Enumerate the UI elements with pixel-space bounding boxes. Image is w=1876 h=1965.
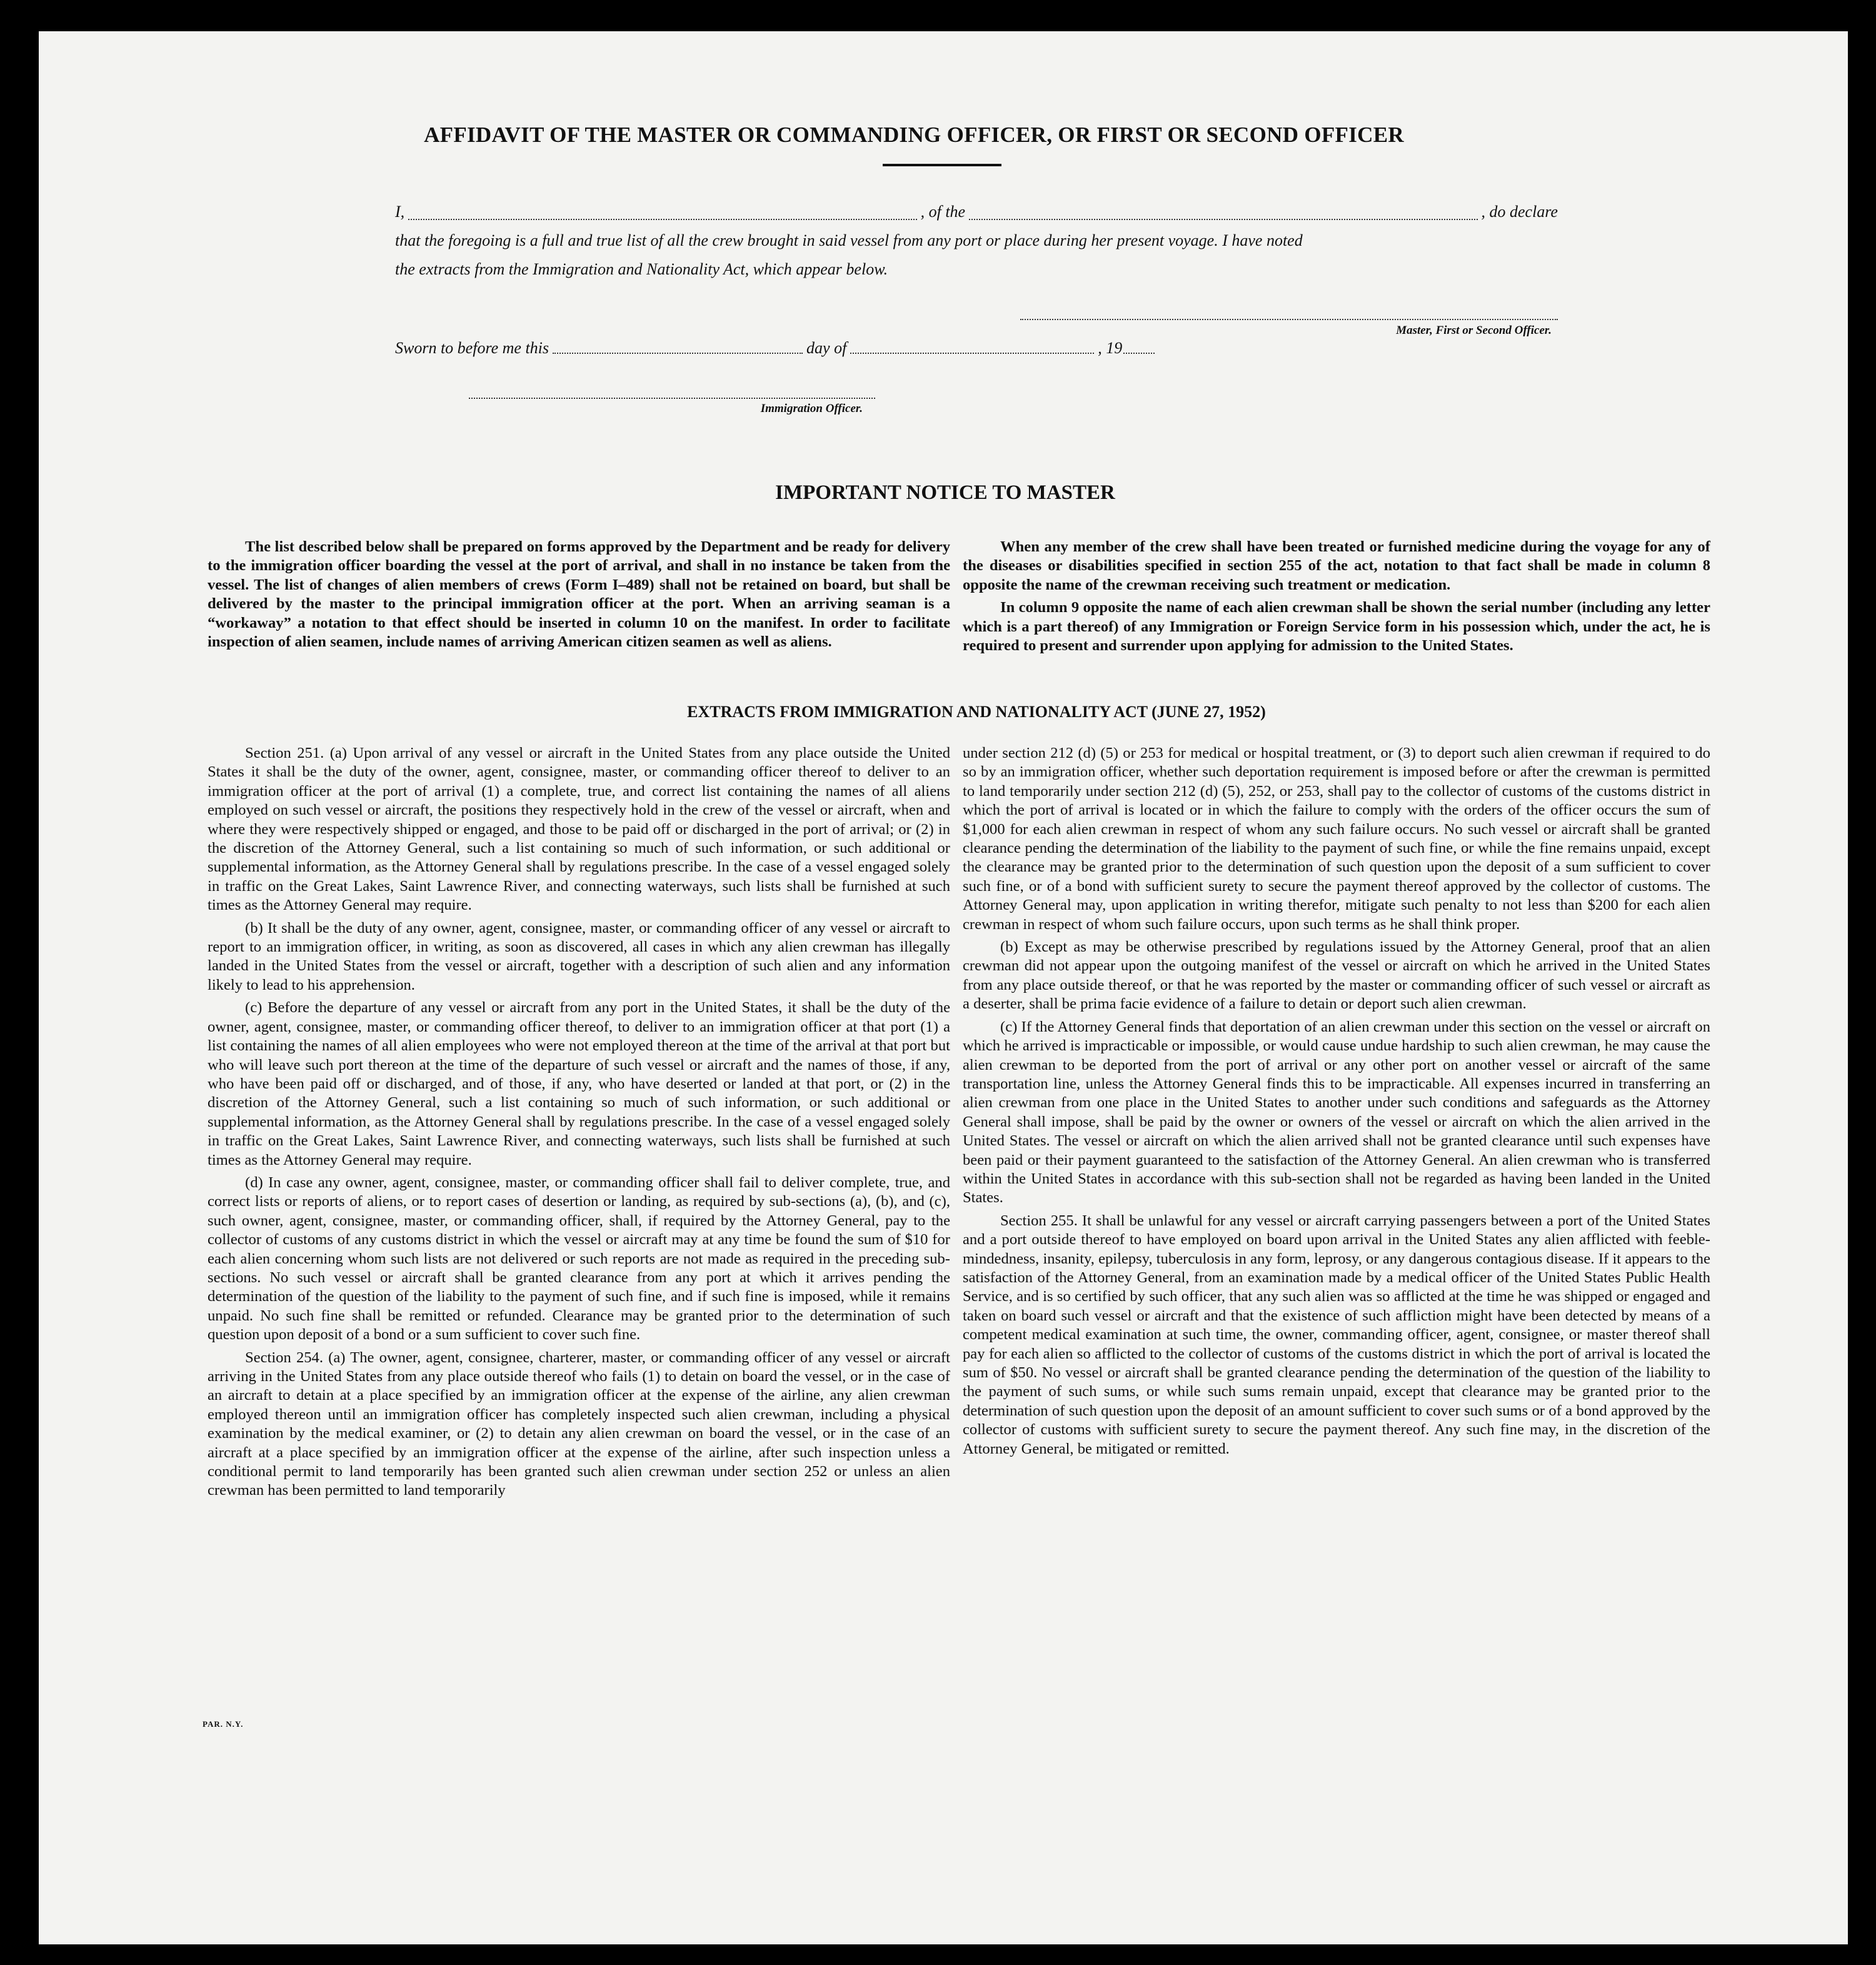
printer-mark: PAR. N.Y. [203,1719,244,1729]
declaration-i: I, [395,203,405,221]
master-signature-caption: Master, First or Second Officer. [1396,324,1552,337]
extracts-heading: EXTRACTS FROM IMMIGRATION AND NATIONALITY ACT (JUNE 27, 1952) [687,703,1266,721]
notice-right-column [963,538,1710,655]
notice-right-paragraph-1: When any member of the crew shall have been treated or furnished medicine during the voyage for any of the diseases or disabilities specified in section 255 of the act, notation to that fact shall be made in column 8 opposite the name of the crewman receiving such treatment or medication. [963,538,1710,593]
section-254-b: (b) Except as may be otherwise prescribed by regulations issued by the Attorney General, proof that an alien crewman did not appear upon the outgoing manifest of the vessel or aircraft on which he arrived in the United States from any place outside thereof, or that he was reported by the master or commanding officer of such vessel or aircraft as a deserter, shall be prima facie evidence of a failure to detain or deport such alien crewman. [963,938,1710,1013]
sworn-month-blank[interactable] [850,339,1094,354]
sworn-label: Sworn to before me this [395,339,549,357]
notice-heading: IMPORTANT NOTICE TO MASTER [775,481,1115,504]
declaration-line-2: that the foregoing is a full and true list of all the crew brought in said vessel from any port or place during her present voyage. I have noted [395,231,1303,249]
section-254-a-continued: under section 212 (d) (5) or 253 for medical or hospital treatment, or (3) to deport such alien crewman if required to do so by an immigration officer, whether such deportation requirement is imposed before or after the crewman is permitted to land temporarily under section 212 (d) (5), 252, or 253, shall pay to the collector of customs of the customs district in which the port of arrival is located or in which the failure to comply with the orders of the officer occurs the sum of $1,000 for each alien crewman in respect of whom any such failure occurs. No such vessel or aircraft shall be granted clearance pending the determination of the liability to the payment of such fine, or while the fine remains unpaid, except the clearance may be granted prior to the determination of such question upon the deposit of a sum sufficient to cover such fine, or of a bond with sufficient surety to secure the payment thereof approved by the collector of customs. The Attorney General may, upon application in writing therefor, mitigate such penalty to not less than $200 for each alien crewman in respect of whom such failure occurs, upon such terms as he shall think proper. [963,745,1710,933]
immigration-officer-caption: Immigration Officer. [760,402,863,415]
immigration-officer-signature-line[interactable] [469,398,875,399]
section-251-d: (d) In case any owner, agent, consignee, master, or commanding officer shall fail to deliver complete, true, and correct lists or reports of aliens, or to report cases of desertion or landing, as required by sub-sections (a), (b), and (c), such owner, agent, consignee, master, or commanding officer, shall, if required by the Attorney General, pay to the collector of customs of any customs district in which the vessel or aircraft may at any time be found the sum of $10 for each alien concerning whom such lists are not delivered or such reports are not made as required in the preceding sub-sections. No such vessel or aircraft shall be granted clearance from any port at which it arrives pending the determination of the question of the liability to the payment of such fine, and if such fine is imposed, while it remains unpaid. No such fine shall be remitted or refunded. Clearance may be granted prior to the determination of such question upon deposit of a bond or a sum sufficient to cover such fine. [208,1173,950,1344]
extracts-left-column [208,744,950,1500]
section-254-c: (c) If the Attorney General finds that deportation of an alien crewman under this section on the vessel or aircraft on which he arrived is impracticable or impossible, or would cause undue hardship to such alien crewman, he may cause the alien crewman to be deported from the port of arrival or any other port on another vessel or aircraft of the same transportation line, unless the Attorney General finds this to be impracticable. All expenses incurred in transferring an alien crewman from one place in the United States to another under such conditions and safeguards as the Attorney General shall impose, shall be paid by the owner or owners of the vessel or aircraft on which the alien arrived in the United States. The vessel or aircraft on which the alien arrived shall not be granted clearance until such expenses have been paid or their payment guaranteed to the satisfaction of the Attorney General. An alien crewman who is transferred within the United States in accordance with this sub-section shall not be regarded as having been landed in the United States. [963,1018,1710,1207]
master-signature-line[interactable] [1020,319,1558,320]
declaration-of-the: , of the [920,203,966,221]
section-251-a: Section 251. (a) Upon arrival of any vessel or aircraft in the United States from any place outside the United States it shall be the duty of the owner, agent, consignee, master, or commanding officer thereof to deliver to an immigration officer at the port of arrival (1) a complete, true, and correct list containing the names of all aliens employed on such vessel or aircraft, the positions they respectively hold in the crew of the vessel or aircraft, when and where they were respectively shipped or engaged, and those to be paid off or discharged in the port of arrival; or (2) in the discretion of the Attorney General, such a list containing so much of such information, or such additional or supplemental information, as the Attorney General shall by regulations prescribe. In the case of a vessel engaged solely in traffic on the Great Lakes, Saint Lawrence River, and connecting waterways, such lists shall be furnished at such times as the Attorney General may require. [208,745,950,914]
section-251-c: (c) Before the departure of any vessel or aircraft from any port in the United States, it shall be the duty of the owner, agent, consignee, master, or commanding officer thereof, to deliver to an immigration officer at that port (1) a list containing the names of all alien employees who were not employed thereon at the time of the arrival at that port but who will leave such port thereon at the time of the departure of such vessel or aircraft and the names of those, if any, who have been paid off or discharged, and of those, if any, who have deserted or landed at that port, or (2) in the discretion of the Attorney General, such a list containing so much of such information, or such additional or supplemental information, as the Attorney General shall by regulations prescribe. In the case of a vessel engaged solely in traffic on the Great Lakes, Saint Lawrence River, and connecting waterways, such lists shall be furnished at such times as the Attorney General may require. [208,999,950,1168]
vessel-blank[interactable] [969,205,1477,220]
extracts-right-column [963,744,1710,1459]
name-blank[interactable] [408,205,916,220]
sworn-line [395,339,1283,360]
document-page [39,31,1848,1944]
sworn-year-blank[interactable] [1123,339,1155,354]
notice-left-paragraph: The list described below shall be prepared on forms approved by the Department and be ready for delivery to the immigration officer boarding the vessel at the port of arrival, and shall in no instance be taken from the vessel. The list of changes of alien members of crews (Form I–489) shall not be retained on board, but shall be delivered by the master to the principal immigration officer at the port. When an arriving seaman is a “workaway” a notation to that effect should be inserted in column 10 on the manifest. In order to facilitate inspection of alien seamen, include names of arriving American citizen seamen as well as aliens. [208,538,950,651]
declaration-line-3: the extracts from the Immigration and Nationality Act, which appear below. [395,260,888,278]
section-251-b: (b) It shall be the duty of any owner, agent, consignee, master, or commanding officer of any vessel or aircraft to report to an immigration officer, in writing, as soon as discovered, all cases in which any alien crewman has illegally landed in the United States from the vessel or aircraft, together with a description of such alien and any information likely to lead to his apprehension. [208,919,950,993]
section-255: Section 255. It shall be unlawful for any vessel or aircraft carrying passengers between a port of the United States and a port outside thereof to have employed on board upon arrival in the United States any alien afflicted with feeble-mindedness, insanity, epilepsy, tuberculosis in any form, leprosy, or any dangerous contagious disease. If it appears to the satisfaction of the Attorney General, from an examination made by a medical officer of the United States Public Health Service, and is so certified by such officer, that any such alien was so afflicted at the time he was shipped or engaged and taken on board such vessel or aircraft and that the existence of such affliction might have been detected by means of a competent medical examination at such time, the owner, commanding officer, agent, consignee, or master thereof shall pay for each alien so afflicted to the collector of customs of the customs district in which the port of arrival is located the sum of $50. No vessel or aircraft shall be granted clearance pending the determination of the question of the liability to the payment of such sums, or while such sums remain unpaid, except that clearance may be granted prior to the determination of such question upon the deposit of an amount sufficient to cover such sums or of a bond approved by the collector of customs with sufficient surety to secure the payment thereof. Any such fine may, in the discretion of the Attorney General, be mitigated or remitted. [963,1212,1710,1457]
title-underline [883,164,1001,166]
notice-left-column [208,538,950,651]
sworn-day-blank[interactable] [553,339,803,354]
sworn-day-of: day of [806,339,847,357]
declaration-block [395,198,1558,284]
declaration-do-declare: , do declare [1481,203,1558,221]
sworn-year-label: , 19 [1098,339,1123,357]
section-254-a: Section 254. (a) The owner, agent, consignee, charterer, master, or commanding officer of any vessel or aircraft arriving in the United States from any place outside thereof who fails (1) to detain on board the vessel, or in the case of an aircraft to detain at a place specified by an immigration officer at the expense of the airline, any alien crewman employed thereon until an immigration officer has completely inspected such alien crewman, including a physical examination by the medical examiner, or (2) to detain any alien crewman on board the vessel, or in the case of an aircraft at a place specified by an immigration officer at the expense of the airline, after such inspection unless a conditional permit to land temporarily has been granted such alien crewman under section 252 or unless an alien crewman has been permitted to land temporarily [208,1349,950,1499]
declaration-line-1 [395,198,1558,226]
notice-right-paragraph-2: In column 9 opposite the name of each alien crewman shall be shown the serial number (including any letter which is a part thereof) of any Immigration or Foreign Service form in his possession which, under the act, he is required to present and surrender upon applying for admission to the United States. [963,599,1710,655]
affidavit-title: AFFIDAVIT OF THE MASTER OR COMMANDING OFFICER, OR FIRST OR SECOND OFFICER [424,123,1404,147]
